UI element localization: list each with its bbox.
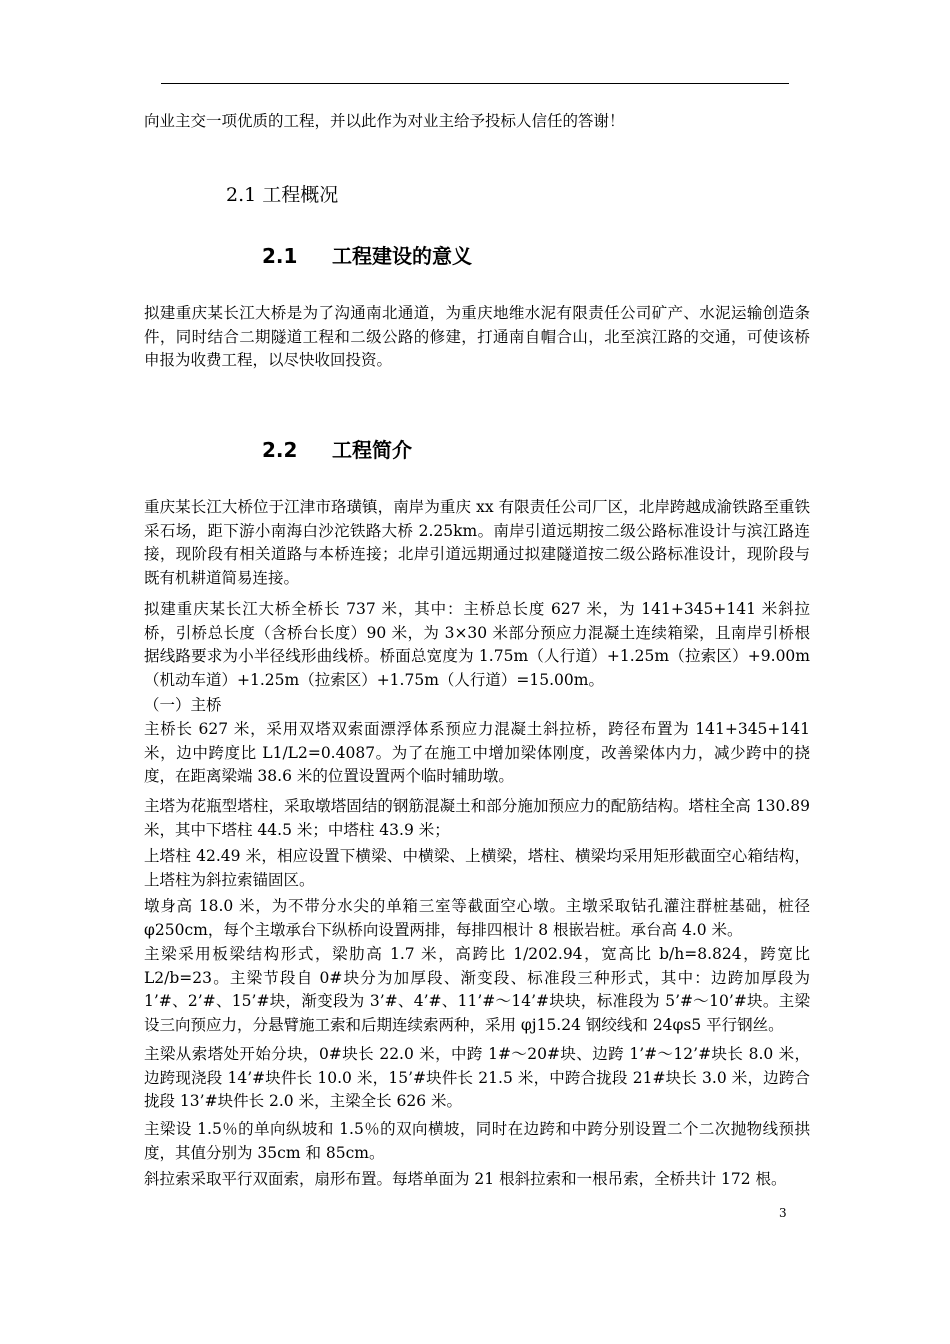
- paragraph-overall: 拟建重庆某长江大桥全桥长 737 米，其中：主桥总长度 627 米，为 141+345+141 米斜拉桥，引桥总长度（含桥台长度）90 米，为 3×30 米部分预应力混凝土连续箱梁，且南岸引桥根据线路要求为小半径线形曲线桥。桥面总宽度为 1.75m（人行道）+1.25m（拉索区）+9.00m（机动车道）+1.25m（拉索区）+1.75m（人行道）=15.00m。: [144, 600, 810, 689]
- paragraph-segments: 主梁从索塔处开始分块，0#块长 22.0 米，中跨 1#～20#块、边跨 1’#～12’#块长 8.0 米，边跨现浇段 14’#块件长 10.0 米，15’#块件长 21.5 米，中跨合拢段 21#块长 3.0 米，边跨合拢段 13’#块件长 2.0 米，主梁全长 626 米。: [144, 1045, 810, 1110]
- heading-title: 工程建设的意义: [332, 244, 472, 268]
- section-title: 2.1 工程概况: [226, 184, 339, 206]
- paragraph-upper-tower: 上塔柱 42.49 米，相应设置下横梁、中横梁、上横梁，塔柱、横梁均采用矩形截面空心箱结构，上塔柱为斜拉索锚固区。: [144, 847, 810, 889]
- paragraph-cables: 斜拉索采取平行双面索，扇形布置。每塔单面为 21 根斜拉索和一根吊索，全桥共计 172 根。: [144, 1170, 787, 1188]
- intro-line: 向业主交一项优质的工程，并以此作为对业主给予投标人信任的答谢！: [144, 112, 625, 130]
- paragraph-tower: 主塔为花瓶型塔柱，采取墩塔固结的钢筋混凝土和部分施加预应力的配筋结构。塔柱全高 130.89 米，其中下塔柱 44.5 米；中塔柱 43.9 米；: [144, 797, 810, 839]
- heading-number: 2.1: [262, 244, 298, 268]
- heading-brief: [262, 434, 412, 463]
- paragraph-girder: 主梁采用板梁结构形式，梁肋高 1.7 米，高跨比 1/202.94，宽高比 b/h=8.824，跨宽比 L2/b=23。主梁节段自 0#块分为加厚段、渐变段、标准段三种形式，其中：边跨加厚段为 1’#、2’#、15’#块，渐变段为 3’#、4’#、11’#～14’#块块，标准段为 5’#～10’#块。主梁设三向预应力，分悬臂施工索和后期连续索两种，采用 φj15.24 钢绞线和 24φs5 平行钢丝。: [144, 945, 810, 1034]
- heading-significance: [262, 240, 472, 269]
- significance-paragraph: 拟建重庆某长江大桥是为了沟通南北通道，为重庆地维水泥有限责任公司矿产、水泥运输创造条件，同时结合二期隧道工程和二级公路的修建，打通南自帽合山，北至滨江路的交通，可使该桥申报为收费工程，以尽快收回投资。: [144, 304, 810, 369]
- paragraph-slope: 主梁设 1.5％的单向纵坡和 1.5％的双向横坡，同时在边跨和中跨分别设置二个二次抛物线预拱度，其值分别为 35cm 和 85cm。: [144, 1120, 810, 1162]
- paragraph-pier: 墩身高 18.0 米，为不带分水尖的单箱三室等截面空心墩。主墩采取钻孔灌注群桩基础，桩径 φ250cm，每个主墩承台下纵桥向设置两排，每排四根计 8 根嵌岩桩。承台高 4.0 米。: [144, 897, 810, 939]
- paragraph-main-bridge: 主桥长 627 米，采用双塔双索面漂浮体系预应力混凝土斜拉桥，跨径布置为 141+345+141 米，边中跨度比 L1/L2=0.4087。为了在施工中增加梁体刚度，改善梁体内力，减少跨中的挠度，在距离梁端 38.6 米的位置设置两个临时辅助墩。: [144, 720, 810, 785]
- paragraph-location: 重庆某长江大桥位于江津市珞璜镇，南岸为重庆 xx 有限责任公司厂区，北岸跨越成渝铁路至重铁采石场，距下游小南海白沙沱铁路大桥 2.25km。南岸引道远期按二级公路标准设计与滨江路连接，现阶段有相关道路与本桥连接；北岸引道远期通过拟建隧道按二级公路标准设计，现阶段与既有机耕道简易连接。: [144, 498, 810, 587]
- heading-title: 工程简介: [332, 438, 412, 462]
- heading-number: 2.2: [262, 438, 298, 462]
- subheading-main-bridge: （一）主桥: [144, 696, 222, 714]
- page-number: 3: [779, 1206, 787, 1220]
- header-rule: [161, 83, 789, 84]
